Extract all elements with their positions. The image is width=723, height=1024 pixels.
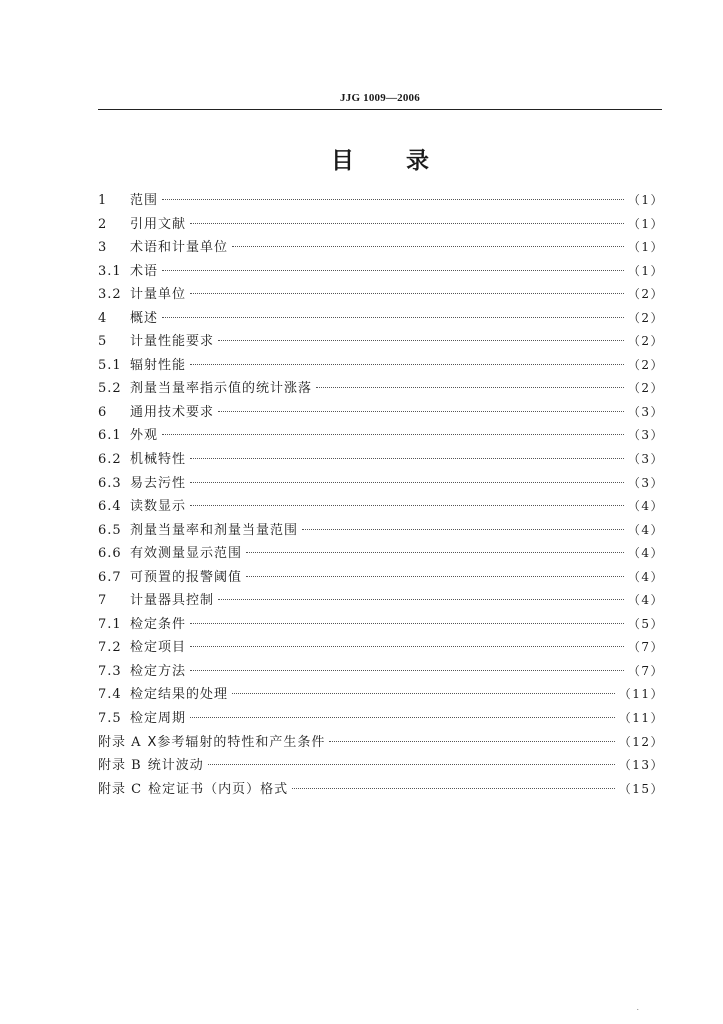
toc-leader-dots [190, 458, 624, 459]
toc-entry [98, 778, 664, 802]
toc-entry-page: （3） [627, 452, 664, 467]
toc-entry-number: 1 [98, 193, 108, 208]
toc-entry-title: 外观 [130, 428, 159, 444]
toc-entry-page: （1） [627, 193, 664, 207]
toc-entry [98, 401, 664, 425]
toc-entry-number: 5 [98, 334, 108, 350]
toc-entry [98, 260, 664, 284]
toc-entry-number: 2 [98, 216, 108, 232]
toc-entry-number: 7.1 [98, 616, 122, 632]
toc-entry-number: 5.2 [98, 381, 122, 397]
toc-entry-number: 6 [98, 404, 108, 420]
toc-entry-number: 7.4 [98, 687, 122, 703]
toc-leader-dots [316, 387, 624, 388]
toc-entry-page: （1） [627, 263, 664, 278]
toc-leader-dots [190, 670, 624, 671]
toc-leader-dots [190, 482, 624, 483]
toc-leader-dots [302, 529, 624, 530]
toc-entry-title: 易去污性 [130, 475, 187, 491]
toc-entry-title: 剂量当量率和剂量当量范围 [130, 522, 299, 538]
toc-leader-dots [162, 199, 624, 200]
toc-entry-number: 附录 C [98, 781, 143, 797]
toc-entry-number: 7.2 [98, 640, 122, 656]
toc-entry-title: 通用技术要求 [130, 404, 215, 420]
toc-entry [98, 236, 664, 260]
toc-entry [98, 448, 664, 472]
toc-leader-dots [329, 741, 614, 742]
toc-entry [98, 213, 664, 237]
table-of-contents [98, 189, 664, 801]
toc-leader-dots [162, 317, 624, 318]
toc-leader-dots [232, 693, 615, 694]
standard-code: JJG 1009—2006 [340, 92, 420, 104]
toc-entry-number: 7.3 [98, 663, 122, 679]
toc-entry-number: 6.2 [98, 452, 122, 468]
toc-entry-number: 3.1 [98, 263, 122, 279]
toc-entry-page: （1） [627, 216, 664, 231]
toc-leader-dots [218, 411, 624, 412]
toc-entry-page: （4） [627, 499, 664, 514]
toc-entry-title: 检定证书（内页）格式 [148, 781, 289, 797]
toc-entry-page: （2） [627, 357, 664, 372]
toc-entry [98, 754, 664, 778]
toc-entry-number: 6.5 [98, 522, 122, 538]
toc-entry-title: 概述 [130, 310, 159, 326]
toc-entry-number: 附录 B [98, 758, 142, 774]
toc-entry [98, 189, 664, 213]
toc-entry [98, 354, 664, 378]
toc-entry-title: 检定结果的处理 [130, 687, 229, 703]
page-title: 目录 [331, 148, 481, 174]
toc-entry [98, 377, 664, 401]
toc-leader-dots [292, 788, 615, 789]
toc-entry-title: 有效测量显示范围 [130, 546, 243, 562]
toc-entry-page: （3） [627, 404, 664, 419]
toc-entry-page: （12） [618, 734, 664, 749]
toc-leader-dots [246, 576, 624, 577]
toc-entry [98, 683, 664, 707]
toc-entry-page: （3） [627, 428, 664, 443]
toc-leader-dots [218, 340, 624, 341]
toc-entry [98, 519, 664, 543]
toc-entry-page: （4） [627, 593, 664, 608]
toc-entry-title: 计量性能要求 [130, 334, 215, 350]
toc-entry-page: （2） [627, 381, 664, 396]
toc-entry-page: （1） [627, 240, 664, 255]
corner-mark: . [636, 1003, 639, 1012]
toc-entry-title: 可预置的报警阈值 [130, 569, 243, 585]
toc-leader-dots [246, 552, 624, 553]
toc-entry [98, 707, 664, 731]
toc-entry [98, 472, 664, 496]
toc-entry-number: 6.6 [98, 546, 122, 562]
toc-entry [98, 330, 664, 354]
toc-entry-page: （4） [627, 569, 664, 584]
toc-entry-title: 术语和计量单位 [130, 240, 229, 256]
toc-entry-title: 检定周期 [130, 711, 187, 727]
toc-entry-page: （7） [627, 640, 664, 655]
toc-leader-dots [190, 646, 624, 647]
toc-entry-number: 6.3 [98, 475, 122, 491]
toc-entry-page: （13） [618, 758, 664, 773]
toc-entry-title: 辐射性能 [130, 357, 187, 373]
toc-entry-number: 5.1 [98, 357, 122, 373]
toc-entry-number: 6.1 [98, 428, 122, 444]
toc-entry [98, 307, 664, 331]
toc-entry-title: 范围 [130, 193, 159, 208]
toc-entry-title: 机械特性 [130, 452, 187, 468]
toc-entry [98, 589, 664, 613]
toc-entry-number: 7 [98, 593, 108, 609]
toc-entry-title: X参考辐射的特性和产生条件 [147, 734, 326, 750]
toc-entry [98, 566, 664, 590]
toc-leader-dots [190, 364, 624, 365]
toc-entry [98, 495, 664, 519]
toc-leader-dots [162, 270, 624, 271]
toc-entry-title: 检定条件 [130, 616, 187, 632]
toc-entry-title: 统计波动 [147, 758, 204, 774]
toc-leader-dots [232, 246, 624, 247]
toc-entry-page: （15） [618, 781, 664, 796]
toc-entry [98, 636, 664, 660]
toc-entry-page: （4） [627, 522, 664, 537]
toc-entry-page: （7） [627, 663, 664, 678]
toc-entry [98, 731, 664, 755]
toc-entry-page: （11） [618, 687, 664, 702]
toc-entry-page: （4） [627, 546, 664, 561]
header-rule [98, 109, 662, 110]
toc-entry-number: 6.7 [98, 569, 122, 585]
toc-entry-page: （2） [627, 287, 664, 302]
toc-entry [98, 424, 664, 448]
toc-leader-dots [190, 505, 624, 506]
toc-entry-page: （2） [627, 334, 664, 349]
toc-entry-title: 术语 [130, 263, 159, 279]
toc-entry-title: 读数显示 [130, 499, 187, 515]
toc-entry [98, 660, 664, 684]
toc-entry-number: 4 [98, 310, 108, 326]
toc-entry [98, 283, 664, 307]
toc-entry-page: （11） [618, 711, 664, 726]
toc-leader-dots [162, 434, 624, 435]
toc-leader-dots [218, 599, 624, 600]
toc-entry-title: 计量器具控制 [130, 593, 215, 609]
toc-leader-dots [190, 293, 624, 294]
toc-leader-dots [190, 223, 624, 224]
toc-entry-page: （3） [627, 475, 664, 490]
toc-entry-number: 7.5 [98, 711, 122, 727]
toc-entry [98, 542, 664, 566]
toc-leader-dots [190, 717, 615, 718]
toc-leader-dots [208, 764, 615, 765]
toc-entry-number: 3 [98, 240, 108, 256]
toc-entry-page: （5） [627, 616, 664, 631]
toc-entry-title: 剂量当量率指示值的统计涨落 [130, 381, 313, 397]
toc-entry-page: （2） [627, 310, 664, 325]
toc-entry-number: 附录 A [98, 734, 142, 750]
toc-entry-title: 检定方法 [130, 663, 187, 679]
toc-entry-number: 6.4 [98, 499, 122, 515]
toc-entry-title: 检定项目 [130, 640, 187, 656]
toc-entry [98, 613, 664, 637]
toc-entry-title: 计量单位 [130, 287, 187, 303]
toc-entry-number: 3.2 [98, 287, 122, 303]
toc-leader-dots [190, 623, 624, 624]
toc-entry-title: 引用文献 [130, 216, 187, 232]
